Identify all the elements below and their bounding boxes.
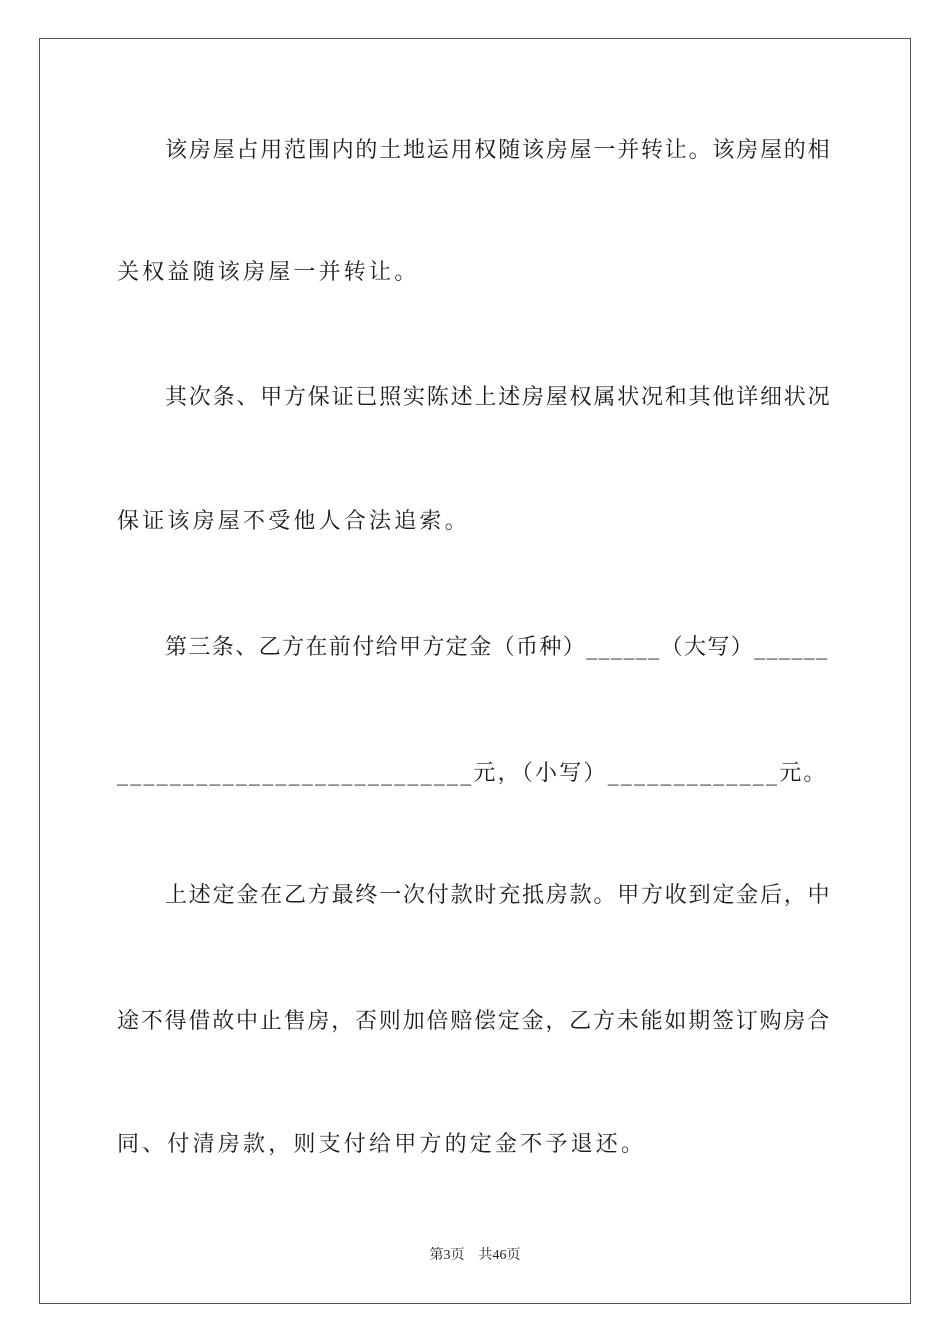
paragraph-line: 该房屋占用范围内的土地运用权随该房屋一并转让。该房屋的相: [165, 138, 832, 163]
paragraph-line: ___________________________元，（小写）_____________元。: [117, 761, 828, 786]
page-footer: [0, 1246, 950, 1266]
paragraph-line: 途不得借故中止售房，否则加倍赔偿定金，乙方未能如期签订购房合: [117, 1009, 832, 1034]
page-number-current: 第3页: [429, 1248, 465, 1263]
paragraph-line: 关权益随该房屋一并转让。: [117, 260, 420, 285]
page-border: [39, 38, 911, 1304]
paragraph-line: 上述定金在乙方最终一次付款时充抵房款。甲方收到定金后，中: [165, 883, 832, 908]
paragraph-line: 同、付清房款，则支付给甲方的定金不予退还。: [117, 1132, 647, 1157]
page-number-total: 共46页: [478, 1248, 521, 1263]
paragraph-line: 保证该房屋不受他人合法追索。: [117, 509, 470, 534]
paragraph-line: 其次条、甲方保证已照实陈述上述房屋权属状况和其他详细状况: [165, 385, 832, 410]
paragraph-line: 第三条、乙方在前付给甲方定金（币种）______（大写）______: [165, 635, 829, 660]
